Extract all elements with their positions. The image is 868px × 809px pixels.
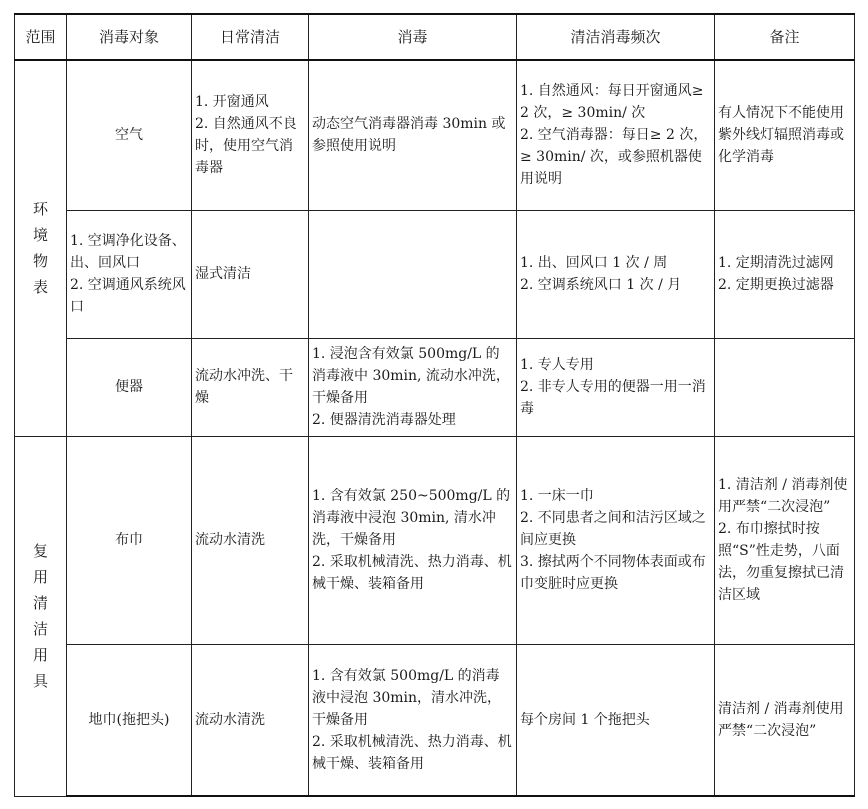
disinfection-table bbox=[14, 13, 855, 797]
object-cell bbox=[67, 210, 192, 338]
disinfect-cell bbox=[309, 436, 517, 644]
scope-label: 环境物表 bbox=[32, 200, 48, 297]
frequency-line: 2. 空气消毒器：每日≥ 2 次，≥ 30min/ 次，或参照机器使用说明 bbox=[520, 127, 708, 188]
object-line: 布巾 bbox=[115, 532, 143, 548]
object-line: 便器 bbox=[115, 379, 143, 395]
disinfect-cell bbox=[309, 644, 517, 796]
scope-cell bbox=[15, 436, 67, 796]
daily-line: 流动水清洗 bbox=[195, 711, 265, 728]
frequency-line: 2. 空调系统风口 1 次 / 月 bbox=[520, 277, 682, 293]
header-scope: 范围 bbox=[15, 14, 67, 60]
frequency-cell bbox=[517, 338, 715, 436]
object-line: 地巾(拖把头) bbox=[88, 711, 170, 728]
header-remark: 备注 bbox=[715, 14, 855, 60]
disinfect-cell bbox=[309, 60, 517, 210]
frequency-line: 2. 非专人专用的便器一用一消毒 bbox=[520, 379, 706, 417]
object-cell bbox=[67, 338, 192, 436]
frequency-line: 每个房间 1 个拖把头 bbox=[520, 711, 650, 728]
object-cell bbox=[67, 60, 192, 210]
disinfect-line: 1. 含有效氯 250~500mg/L 的消毒液中浸泡 30min, 清水冲洗，干燥备用 bbox=[312, 488, 511, 548]
object-line: 空气 bbox=[115, 127, 143, 144]
remark-line: 1. 清洁剂 / 消毒剂使用严禁“二次浸泡” bbox=[718, 477, 848, 515]
table-row bbox=[15, 644, 855, 796]
daily-cell bbox=[192, 644, 309, 796]
frequency-line: 3. 擦拭两个不同物体表面或布巾变脏时应更换 bbox=[520, 554, 706, 592]
disinfect-cell bbox=[309, 210, 517, 338]
header-row bbox=[15, 14, 855, 60]
scope-label: 复用清洁用具 bbox=[32, 542, 48, 690]
remark-cell bbox=[715, 60, 855, 210]
header-disinfect: 消毒 bbox=[309, 14, 517, 60]
daily-cell bbox=[192, 338, 309, 436]
frequency-line: 2. 不同患者之间和洁污区域之间应更换 bbox=[520, 510, 706, 548]
daily-cell bbox=[192, 60, 309, 210]
frequency-cell bbox=[517, 644, 715, 796]
daily-line: 湿式清洁 bbox=[195, 266, 251, 282]
disinfect-line: 2. 采取机械清洗、热力消毒、机械干燥、装箱备用 bbox=[312, 733, 512, 772]
daily-cell bbox=[192, 436, 309, 644]
remark-cell bbox=[715, 210, 855, 338]
remark-cell bbox=[715, 338, 855, 436]
frequency-line: 1. 出、回风口 1 次 / 周 bbox=[520, 255, 668, 271]
disinfect-line: 2. 采取机械清洗、热力消毒、机械干燥、装箱备用 bbox=[312, 554, 512, 592]
remark-cell bbox=[715, 436, 855, 644]
disinfect-line: 1. 含有效氯 500mg/L 的消毒液中浸泡 30min，清水冲洗，干燥备用 bbox=[312, 667, 502, 728]
disinfect-cell bbox=[309, 338, 517, 436]
disinfect-line: 动态空气消毒器消毒 30min 或参照使用说明 bbox=[312, 116, 506, 155]
daily-cell bbox=[192, 210, 309, 338]
scope-cell bbox=[15, 60, 67, 436]
frequency-line: 1. 专人专用 bbox=[520, 357, 594, 373]
disinfect-line: 2. 便器清洗消毒器处理 bbox=[312, 412, 456, 428]
table-row bbox=[15, 436, 855, 644]
remark-line: 2. 布巾擦拭时按照“S”性走势，八面法，勿重复擦拭已清洁区域 bbox=[718, 521, 844, 603]
frequency-cell bbox=[517, 60, 715, 210]
daily-line: 流动水清洗 bbox=[195, 532, 265, 548]
header-frequency: 清洁消毒频次 bbox=[517, 14, 715, 60]
frequency-cell bbox=[517, 436, 715, 644]
remark-line: 清洁剂 / 消毒剂使用严禁“二次浸泡” bbox=[718, 700, 844, 739]
header-daily: 日常清洁 bbox=[192, 14, 309, 60]
frequency-cell bbox=[517, 210, 715, 338]
remark-cell bbox=[715, 644, 855, 796]
object-cell bbox=[67, 644, 192, 796]
table-row bbox=[15, 60, 855, 210]
header-object: 消毒对象 bbox=[67, 14, 192, 60]
daily-line: 流动水冲洗、干燥 bbox=[195, 368, 293, 406]
object-line: 1. 空调净化设备、出、回风口 bbox=[70, 233, 186, 271]
object-cell bbox=[67, 436, 192, 644]
daily-line: 2. 自然通风不良时，使用空气消毒器 bbox=[195, 116, 297, 177]
frequency-line: 1. 自然通风：每日开窗通风≥ 2 次，≥ 30min/ 次 bbox=[520, 83, 704, 122]
remark-line: 1. 定期清洗过滤网 bbox=[718, 255, 834, 271]
remark-line: 2. 定期更换过滤器 bbox=[718, 277, 834, 293]
remark-line: 有人情况下不能使用紫外线灯辐照消毒或化学消毒 bbox=[718, 105, 844, 166]
object-line: 2. 空调通风系统风口 bbox=[70, 277, 186, 315]
table-row bbox=[15, 210, 855, 338]
disinfect-line: 1. 浸泡含有效氯 500mg/L 的消毒液中 30min, 流动水冲洗，干燥备用 bbox=[312, 346, 510, 406]
table-row bbox=[15, 338, 855, 436]
frequency-line: 1. 一床一巾 bbox=[520, 488, 594, 504]
daily-line: 1. 开窗通风 bbox=[195, 94, 269, 111]
